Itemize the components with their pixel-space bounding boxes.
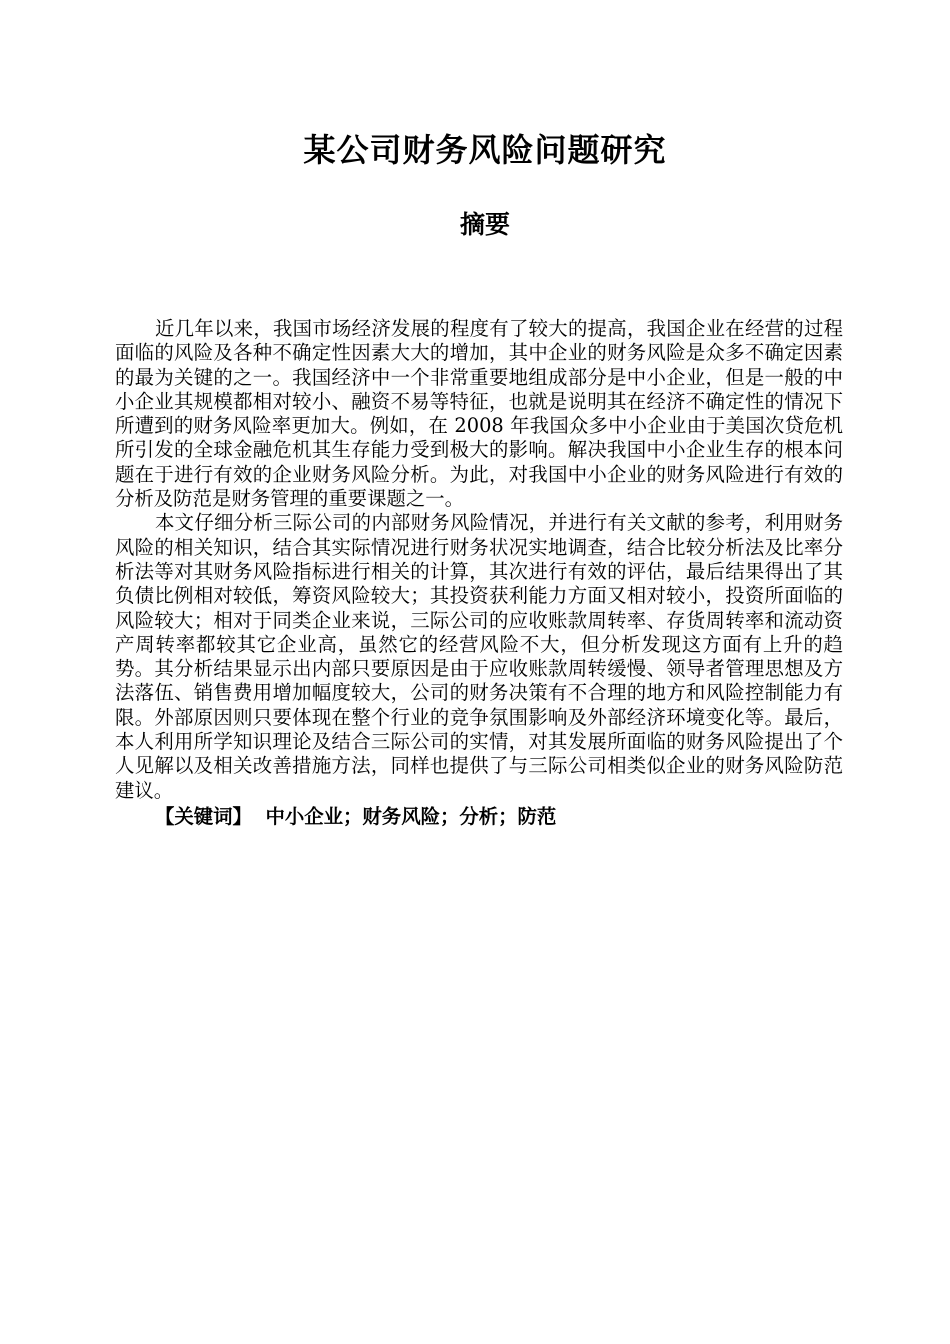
- document-title: 某公司财务风险问题研究: [303, 131, 667, 169]
- abstract-paragraph-2: 本文仔细分析三际公司的内部财务风险情况，并进行有关文献的参考，利用财务风险的相关知识，结合其实际情况进行财务状况实地调查，结合比较分析法及比率分析法等对其财务风险指标进行相关的计算，其次进行有效的评估，最后结果得出了其负债比例相对较低，筹资风险较大；其投资获利能力方面又相对较小，投资所面临的风险较大；相对于同类企业来说，三际公司的应收账款周转率、存货周转率和流动资产周转率都较其它企业高，虽然它的经营风险不大，但分析发现这方面有上升的趋势。其分析结果显示出内部只要原因是由于应收账款周转缓慢、领导者管理思想及方法落伍、销售费用增加幅度较大，公司的财务决策有不合理的地方和风险控制能力有限。外部原因则只要体现在整个行业的竞争氛围影响及外部经济环境变化等。最后，本人利用所学知识理论及结合三际公司的实情，对其发展所面临的财务风险提出了个人见解以及相关改善措施方法，同样也提供了与三际公司相类似企业的财务风险防范建议。: [115, 511, 843, 802]
- abstract-heading: 摘要: [459, 210, 510, 239]
- abstract-paragraph-1: 近几年以来，我国市场经济发展的程度有了较大的提高，我国企业在经营的过程面临的风险及各种不确定性因素大大的增加，其中企业的财务风险是众多不确定因素的最为关键的之一。我国经济中一个非常重要地组成部分是中小企业，但是一般的中小企业其规模都相对较小、融资不易等特征，也就是说明其在经济不确定性的情况下所遭到的财务风险率更加大。例如，在 2008 年我国众多中小企业由于美国次贷危机所引发的全球金融危机其生存能力受到极大的影响。解决我国中小企业生存的根本问题在于进行有效的企业财务风险分析。为此，对我国中小企业的财务风险进行有效的分析及防范是财务管理的重要课题之一。: [115, 317, 843, 511]
- keywords-label: 【关键词】: [155, 804, 252, 828]
- abstract-body: [115, 317, 843, 831]
- keywords-line: [115, 803, 843, 831]
- keywords-text: 中小企业；财务风险；分析；防范: [265, 804, 557, 828]
